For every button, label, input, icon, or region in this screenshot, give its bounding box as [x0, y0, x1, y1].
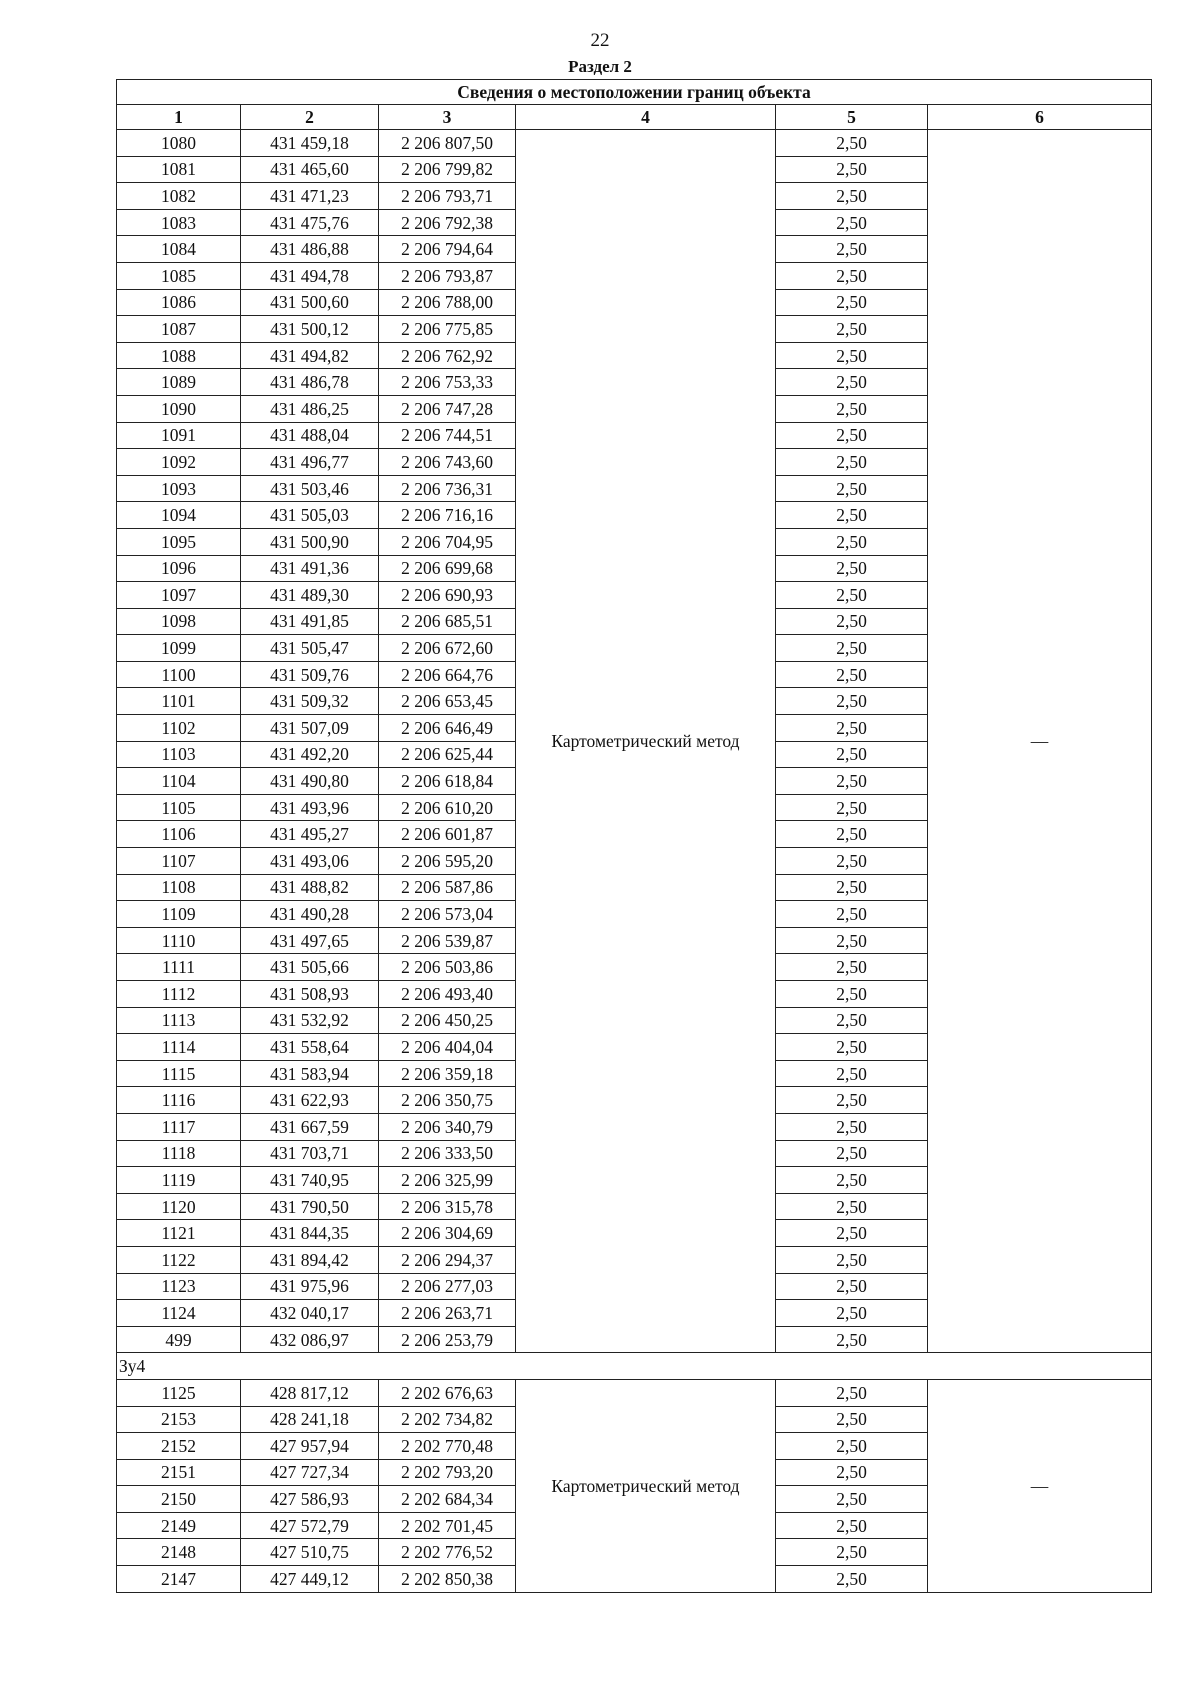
x-coordinate-cell: 431 508,93 [241, 981, 379, 1008]
accuracy-cell: 2,50 [776, 555, 928, 582]
x-coordinate-cell: 431 475,76 [241, 209, 379, 236]
y-coordinate-cell: 2 206 793,87 [379, 262, 516, 289]
x-coordinate-cell: 431 505,47 [241, 635, 379, 662]
accuracy-cell: 2,50 [776, 981, 928, 1008]
x-coordinate-cell: 428 817,12 [241, 1379, 379, 1406]
point-number-cell: 2148 [117, 1539, 241, 1566]
x-coordinate-cell: 431 496,77 [241, 449, 379, 476]
table-row [117, 1379, 1152, 1406]
accuracy-cell: 2,50 [776, 1087, 928, 1114]
point-number-cell: 1087 [117, 316, 241, 343]
point-number-cell: 1114 [117, 1034, 241, 1061]
y-coordinate-cell: 2 202 850,38 [379, 1566, 516, 1593]
column-header-2: 2 [241, 105, 379, 130]
y-coordinate-cell: 2 206 601,87 [379, 821, 516, 848]
point-number-cell: 1096 [117, 555, 241, 582]
x-coordinate-cell: 431 491,36 [241, 555, 379, 582]
point-number-cell: 1088 [117, 342, 241, 369]
x-coordinate-cell: 432 086,97 [241, 1326, 379, 1353]
point-number-cell: 2147 [117, 1566, 241, 1593]
y-coordinate-cell: 2 202 676,63 [379, 1379, 516, 1406]
x-coordinate-cell: 431 494,78 [241, 262, 379, 289]
point-number-cell: 1120 [117, 1193, 241, 1220]
point-number-cell: 2149 [117, 1512, 241, 1539]
x-coordinate-cell: 428 241,18 [241, 1406, 379, 1433]
accuracy-cell: 2,50 [776, 422, 928, 449]
group-label: Зу4 [117, 1353, 1152, 1380]
point-number-cell: 1095 [117, 528, 241, 555]
point-number-cell: 1104 [117, 768, 241, 795]
accuracy-cell: 2,50 [776, 821, 928, 848]
x-coordinate-cell: 431 532,92 [241, 1007, 379, 1034]
column-6-cell: — [928, 130, 1152, 1353]
x-coordinate-cell: 431 790,50 [241, 1193, 379, 1220]
x-coordinate-cell: 431 471,23 [241, 183, 379, 210]
accuracy-cell: 2,50 [776, 1193, 928, 1220]
point-number-cell: 499 [117, 1326, 241, 1353]
accuracy-cell: 2,50 [776, 1113, 928, 1140]
point-number-cell: 1105 [117, 794, 241, 821]
accuracy-cell: 2,50 [776, 608, 928, 635]
point-number-cell: 1118 [117, 1140, 241, 1167]
point-number-cell: 2150 [117, 1486, 241, 1513]
y-coordinate-cell: 2 206 539,87 [379, 927, 516, 954]
x-coordinate-cell: 431 558,64 [241, 1034, 379, 1061]
point-number-cell: 1113 [117, 1007, 241, 1034]
page-number: 22 [590, 30, 610, 51]
point-number-cell: 1106 [117, 821, 241, 848]
x-coordinate-cell: 431 488,82 [241, 874, 379, 901]
point-number-cell: 1089 [117, 369, 241, 396]
accuracy-cell: 2,50 [776, 395, 928, 422]
accuracy-cell: 2,50 [776, 1486, 928, 1513]
accuracy-cell: 2,50 [776, 502, 928, 529]
x-coordinate-cell: 427 957,94 [241, 1433, 379, 1460]
x-coordinate-cell: 431 486,25 [241, 395, 379, 422]
point-number-cell: 1107 [117, 848, 241, 875]
y-coordinate-cell: 2 206 799,82 [379, 156, 516, 183]
accuracy-cell: 2,50 [776, 1326, 928, 1353]
accuracy-cell: 2,50 [776, 901, 928, 928]
x-coordinate-cell: 431 894,42 [241, 1246, 379, 1273]
column-header-row [117, 105, 1152, 130]
accuracy-cell: 2,50 [776, 1433, 928, 1460]
point-number-cell: 1121 [117, 1220, 241, 1247]
x-coordinate-cell: 431 505,03 [241, 502, 379, 529]
y-coordinate-cell: 2 206 253,79 [379, 1326, 516, 1353]
y-coordinate-cell: 2 206 775,85 [379, 316, 516, 343]
y-coordinate-cell: 2 206 762,92 [379, 342, 516, 369]
accuracy-cell: 2,50 [776, 927, 928, 954]
accuracy-cell: 2,50 [776, 1379, 928, 1406]
y-coordinate-cell: 2 206 672,60 [379, 635, 516, 662]
accuracy-cell: 2,50 [776, 954, 928, 981]
accuracy-cell: 2,50 [776, 1273, 928, 1300]
accuracy-cell: 2,50 [776, 183, 928, 210]
x-coordinate-cell: 431 489,30 [241, 582, 379, 609]
x-coordinate-cell: 431 497,65 [241, 927, 379, 954]
x-coordinate-cell: 431 494,82 [241, 342, 379, 369]
x-coordinate-cell: 431 509,76 [241, 661, 379, 688]
y-coordinate-cell: 2 206 685,51 [379, 608, 516, 635]
x-coordinate-cell: 427 449,12 [241, 1566, 379, 1593]
x-coordinate-cell: 431 667,59 [241, 1113, 379, 1140]
y-coordinate-cell: 2 206 263,71 [379, 1300, 516, 1327]
x-coordinate-cell: 431 493,96 [241, 794, 379, 821]
y-coordinate-cell: 2 206 690,93 [379, 582, 516, 609]
column-header-6: 6 [928, 105, 1152, 130]
accuracy-cell: 2,50 [776, 874, 928, 901]
column-header-1: 1 [117, 105, 241, 130]
point-number-cell: 1082 [117, 183, 241, 210]
accuracy-cell: 2,50 [776, 289, 928, 316]
y-coordinate-cell: 2 206 664,76 [379, 661, 516, 688]
y-coordinate-cell: 2 206 450,25 [379, 1007, 516, 1034]
section-title: Раздел 2 [568, 57, 632, 76]
y-coordinate-cell: 2 202 684,34 [379, 1486, 516, 1513]
y-coordinate-cell: 2 206 794,64 [379, 236, 516, 263]
x-coordinate-cell: 431 505,66 [241, 954, 379, 981]
accuracy-cell: 2,50 [776, 848, 928, 875]
point-number-cell: 1086 [117, 289, 241, 316]
y-coordinate-cell: 2 206 753,33 [379, 369, 516, 396]
accuracy-cell: 2,50 [776, 1060, 928, 1087]
x-coordinate-cell: 431 703,71 [241, 1140, 379, 1167]
x-coordinate-cell: 431 500,12 [241, 316, 379, 343]
accuracy-cell: 2,50 [776, 715, 928, 742]
accuracy-cell: 2,50 [776, 316, 928, 343]
coordinates-table [116, 79, 1152, 1593]
y-coordinate-cell: 2 202 776,52 [379, 1539, 516, 1566]
y-coordinate-cell: 2 202 793,20 [379, 1459, 516, 1486]
x-coordinate-cell: 431 975,96 [241, 1273, 379, 1300]
y-coordinate-cell: 2 206 625,44 [379, 741, 516, 768]
accuracy-cell: 2,50 [776, 369, 928, 396]
accuracy-cell: 2,50 [776, 449, 928, 476]
x-coordinate-cell: 431 491,85 [241, 608, 379, 635]
x-coordinate-cell: 431 486,88 [241, 236, 379, 263]
x-coordinate-cell: 431 490,28 [241, 901, 379, 928]
y-coordinate-cell: 2 206 340,79 [379, 1113, 516, 1140]
accuracy-cell: 2,50 [776, 1512, 928, 1539]
column-6-cell: — [928, 1379, 1152, 1592]
x-coordinate-cell: 431 459,18 [241, 130, 379, 157]
accuracy-cell: 2,50 [776, 1034, 928, 1061]
accuracy-cell: 2,50 [776, 794, 928, 821]
point-number-cell: 1101 [117, 688, 241, 715]
point-number-cell: 1109 [117, 901, 241, 928]
x-coordinate-cell: 431 488,04 [241, 422, 379, 449]
y-coordinate-cell: 2 206 325,99 [379, 1167, 516, 1194]
method-cell: Картометрический метод [516, 130, 776, 1353]
accuracy-cell: 2,50 [776, 768, 928, 795]
point-number-cell: 2153 [117, 1406, 241, 1433]
x-coordinate-cell: 431 844,35 [241, 1220, 379, 1247]
y-coordinate-cell: 2 206 743,60 [379, 449, 516, 476]
y-coordinate-cell: 2 206 699,68 [379, 555, 516, 582]
accuracy-cell: 2,50 [776, 1167, 928, 1194]
x-coordinate-cell: 431 493,06 [241, 848, 379, 875]
table-row [117, 130, 1152, 157]
y-coordinate-cell: 2 206 646,49 [379, 715, 516, 742]
y-coordinate-cell: 2 206 618,84 [379, 768, 516, 795]
column-header-4: 4 [516, 105, 776, 130]
point-number-cell: 1093 [117, 475, 241, 502]
x-coordinate-cell: 431 500,90 [241, 528, 379, 555]
column-header-3: 3 [379, 105, 516, 130]
y-coordinate-cell: 2 206 704,95 [379, 528, 516, 555]
point-number-cell: 1122 [117, 1246, 241, 1273]
point-number-cell: 1099 [117, 635, 241, 662]
y-coordinate-cell: 2 206 793,71 [379, 183, 516, 210]
y-coordinate-cell: 2 206 595,20 [379, 848, 516, 875]
accuracy-cell: 2,50 [776, 1140, 928, 1167]
coordinates-table-body [117, 80, 1152, 1593]
point-number-cell: 2151 [117, 1459, 241, 1486]
point-number-cell: 1119 [117, 1167, 241, 1194]
accuracy-cell: 2,50 [776, 635, 928, 662]
accuracy-cell: 2,50 [776, 475, 928, 502]
x-coordinate-cell: 427 586,93 [241, 1486, 379, 1513]
y-coordinate-cell: 2 206 744,51 [379, 422, 516, 449]
y-coordinate-cell: 2 206 304,69 [379, 1220, 516, 1247]
table-caption-row [117, 80, 1152, 105]
accuracy-cell: 2,50 [776, 130, 928, 157]
y-coordinate-cell: 2 206 493,40 [379, 981, 516, 1008]
point-number-cell: 1081 [117, 156, 241, 183]
point-number-cell: 1112 [117, 981, 241, 1008]
y-coordinate-cell: 2 206 587,86 [379, 874, 516, 901]
y-coordinate-cell: 2 202 701,45 [379, 1512, 516, 1539]
x-coordinate-cell: 431 503,46 [241, 475, 379, 502]
y-coordinate-cell: 2 202 770,48 [379, 1433, 516, 1460]
y-coordinate-cell: 2 206 404,04 [379, 1034, 516, 1061]
x-coordinate-cell: 431 465,60 [241, 156, 379, 183]
y-coordinate-cell: 2 206 315,78 [379, 1193, 516, 1220]
y-coordinate-cell: 2 206 747,28 [379, 395, 516, 422]
y-coordinate-cell: 2 206 333,50 [379, 1140, 516, 1167]
x-coordinate-cell: 427 510,75 [241, 1539, 379, 1566]
y-coordinate-cell: 2 206 807,50 [379, 130, 516, 157]
y-coordinate-cell: 2 206 736,31 [379, 475, 516, 502]
x-coordinate-cell: 431 490,80 [241, 768, 379, 795]
accuracy-cell: 2,50 [776, 209, 928, 236]
point-number-cell: 1117 [117, 1113, 241, 1140]
x-coordinate-cell: 431 486,78 [241, 369, 379, 396]
y-coordinate-cell: 2 202 734,82 [379, 1406, 516, 1433]
x-coordinate-cell: 431 740,95 [241, 1167, 379, 1194]
point-number-cell: 1098 [117, 608, 241, 635]
accuracy-cell: 2,50 [776, 1566, 928, 1593]
accuracy-cell: 2,50 [776, 1300, 928, 1327]
y-coordinate-cell: 2 206 277,03 [379, 1273, 516, 1300]
point-number-cell: 1124 [117, 1300, 241, 1327]
point-number-cell: 1110 [117, 927, 241, 954]
point-number-cell: 1116 [117, 1087, 241, 1114]
x-coordinate-cell: 427 727,34 [241, 1459, 379, 1486]
table-caption: Сведения о местоположении границ объекта [117, 80, 1152, 105]
point-number-cell: 1111 [117, 954, 241, 981]
column-header-5: 5 [776, 105, 928, 130]
point-number-cell: 1115 [117, 1060, 241, 1087]
accuracy-cell: 2,50 [776, 741, 928, 768]
y-coordinate-cell: 2 206 359,18 [379, 1060, 516, 1087]
accuracy-cell: 2,50 [776, 1406, 928, 1433]
y-coordinate-cell: 2 206 792,38 [379, 209, 516, 236]
accuracy-cell: 2,50 [776, 661, 928, 688]
point-number-cell: 1084 [117, 236, 241, 263]
y-coordinate-cell: 2 206 716,16 [379, 502, 516, 529]
point-number-cell: 2152 [117, 1433, 241, 1460]
point-number-cell: 1097 [117, 582, 241, 609]
point-number-cell: 1100 [117, 661, 241, 688]
x-coordinate-cell: 427 572,79 [241, 1512, 379, 1539]
point-number-cell: 1123 [117, 1273, 241, 1300]
y-coordinate-cell: 2 206 573,04 [379, 901, 516, 928]
accuracy-cell: 2,50 [776, 262, 928, 289]
point-number-cell: 1080 [117, 130, 241, 157]
point-number-cell: 1090 [117, 395, 241, 422]
accuracy-cell: 2,50 [776, 1220, 928, 1247]
accuracy-cell: 2,50 [776, 528, 928, 555]
x-coordinate-cell: 431 495,27 [241, 821, 379, 848]
point-number-cell: 1094 [117, 502, 241, 529]
accuracy-cell: 2,50 [776, 688, 928, 715]
point-number-cell: 1102 [117, 715, 241, 742]
accuracy-cell: 2,50 [776, 1459, 928, 1486]
accuracy-cell: 2,50 [776, 1246, 928, 1273]
method-cell: Картометрический метод [516, 1379, 776, 1592]
point-number-cell: 1103 [117, 741, 241, 768]
x-coordinate-cell: 431 622,93 [241, 1087, 379, 1114]
point-number-cell: 1125 [117, 1379, 241, 1406]
y-coordinate-cell: 2 206 653,45 [379, 688, 516, 715]
y-coordinate-cell: 2 206 294,37 [379, 1246, 516, 1273]
point-number-cell: 1091 [117, 422, 241, 449]
x-coordinate-cell: 431 492,20 [241, 741, 379, 768]
x-coordinate-cell: 431 507,09 [241, 715, 379, 742]
x-coordinate-cell: 431 509,32 [241, 688, 379, 715]
point-number-cell: 1108 [117, 874, 241, 901]
x-coordinate-cell: 432 040,17 [241, 1300, 379, 1327]
point-number-cell: 1083 [117, 209, 241, 236]
x-coordinate-cell: 431 583,94 [241, 1060, 379, 1087]
x-coordinate-cell: 431 500,60 [241, 289, 379, 316]
accuracy-cell: 2,50 [776, 156, 928, 183]
y-coordinate-cell: 2 206 503,86 [379, 954, 516, 981]
accuracy-cell: 2,50 [776, 236, 928, 263]
point-number-cell: 1092 [117, 449, 241, 476]
group-label-row [117, 1353, 1152, 1380]
accuracy-cell: 2,50 [776, 342, 928, 369]
accuracy-cell: 2,50 [776, 1539, 928, 1566]
y-coordinate-cell: 2 206 610,20 [379, 794, 516, 821]
y-coordinate-cell: 2 206 788,00 [379, 289, 516, 316]
point-number-cell: 1085 [117, 262, 241, 289]
y-coordinate-cell: 2 206 350,75 [379, 1087, 516, 1114]
accuracy-cell: 2,50 [776, 1007, 928, 1034]
accuracy-cell: 2,50 [776, 582, 928, 609]
